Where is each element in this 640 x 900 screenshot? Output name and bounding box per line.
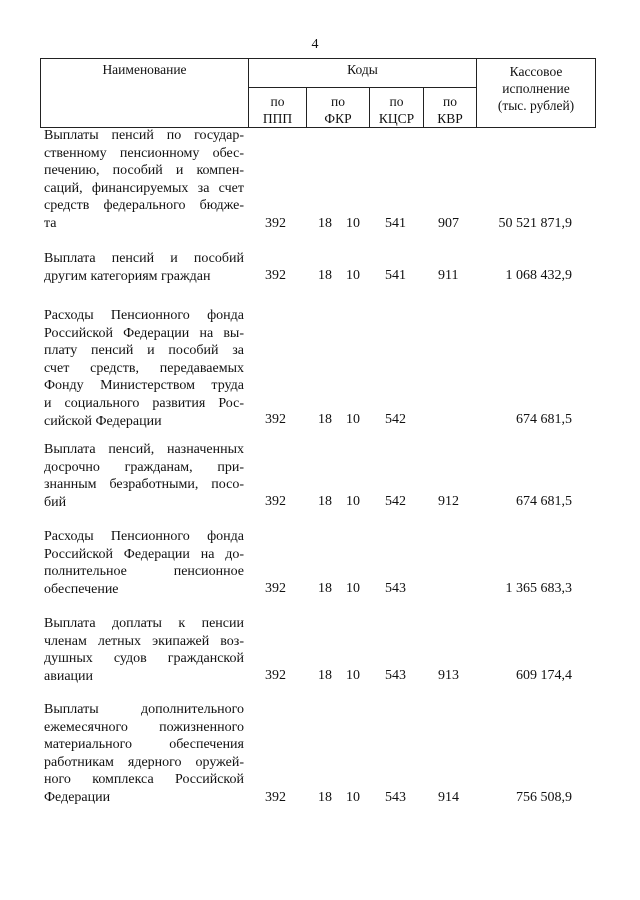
row-fkr-subsection: 10 (346, 268, 360, 283)
row-name-line: другим категориям граждан (44, 268, 211, 284)
row-name-line: Федерации (44, 789, 111, 805)
row-name-line: Российской Федерации на до- (44, 546, 244, 562)
row-name-line: душных судов гражданской (44, 651, 244, 667)
row-amount: 1 068 432,9 (505, 268, 572, 283)
row-fkr-subsection: 10 (346, 668, 360, 683)
row-name-line: досрочно гражданам, при- (44, 459, 244, 475)
row-name-line: Выплата доплаты к пенсии (44, 616, 244, 631)
row-fkr-section: 18 (318, 668, 332, 683)
row-name-line: Выплата пенсий и пособий (44, 251, 244, 266)
row-amount: 756 508,9 (516, 790, 572, 805)
header-kcsr-line2: КЦСР (378, 111, 415, 126)
row-name-line: Российской Федерации на вы- (44, 325, 244, 341)
header-right-border (595, 58, 596, 128)
row-kvr: 911 (438, 268, 459, 283)
row-kcsr: 543 (385, 581, 406, 596)
row-kcsr: 542 (385, 412, 406, 427)
row-name-line: Выплаты дополнительного (44, 702, 244, 717)
row-fkr-section: 18 (318, 412, 332, 427)
row-name-line: саций, финансируемых за счет (44, 180, 244, 196)
row-amount: 674 681,5 (516, 494, 572, 509)
row-kcsr: 542 (385, 494, 406, 509)
header-kcsr (370, 93, 423, 127)
page-number: 4 (311, 37, 319, 52)
row-kvr: 913 (438, 668, 459, 683)
row-name (44, 441, 244, 511)
row-name-line: ного комплекса Российской (44, 772, 244, 788)
row-ppp: 392 (265, 268, 286, 283)
row-fkr-section: 18 (318, 790, 332, 805)
row-name-line: полнительное пенсионное (44, 564, 244, 580)
row-name (44, 615, 244, 685)
header-ppp (249, 93, 306, 127)
row-fkr-subsection: 10 (346, 216, 360, 231)
row-name-line: та (44, 215, 57, 231)
header-amount-line3: (тыс. рублей) (497, 98, 575, 113)
row-amount: 50 521 871,9 (498, 216, 572, 231)
row-name-line: материального обеспечения (44, 737, 244, 753)
header-fkr (307, 93, 369, 127)
row-fkr-section: 18 (318, 216, 332, 231)
row-amount: 674 681,5 (516, 412, 572, 427)
row-kcsr: 543 (385, 790, 406, 805)
row-name-line: сийской Федерации (44, 413, 162, 429)
header-fkr-line1: по (331, 94, 345, 109)
row-name-line: Расходы Пенсионного фонда (44, 308, 244, 323)
row-ppp: 392 (265, 581, 286, 596)
header-amount-line1: Кассовое (509, 64, 563, 79)
header-amount-line2: исполнение (502, 81, 570, 96)
row-name (44, 307, 244, 430)
header-top-border (40, 58, 596, 59)
row-fkr-section: 18 (318, 494, 332, 509)
header-kvr-line1: по (443, 94, 457, 109)
row-name (44, 127, 244, 233)
row-kcsr: 541 (385, 216, 406, 231)
row-name-line: печению, пособий и компен- (44, 163, 244, 179)
row-ppp: 392 (265, 790, 286, 805)
row-name-line: Фонду Министерством труда (44, 378, 244, 394)
row-name-line: авиации (44, 668, 94, 684)
row-name (44, 250, 244, 285)
row-name-line: и социального развития Рос- (44, 395, 244, 411)
header-kvr-line2: КВР (437, 111, 463, 126)
header-kcsr-line1: по (389, 94, 404, 109)
row-name-line: обеспечение (44, 581, 119, 597)
row-name (44, 701, 244, 807)
row-kvr: 907 (438, 216, 459, 231)
row-name-line: Выплата пенсий, назначенных (44, 442, 244, 457)
row-name-line: знанным безработными, посо- (44, 477, 244, 493)
row-name-line: средств федерального бюдже- (44, 198, 244, 214)
row-fkr-subsection: 10 (346, 581, 360, 596)
row-ppp: 392 (265, 494, 286, 509)
header-ppp-line1: по (270, 94, 285, 109)
row-fkr-subsection: 10 (346, 494, 360, 509)
row-name-line: плату пенсий и пособий за (44, 343, 244, 359)
row-name-line: бий (44, 494, 67, 510)
row-fkr-subsection: 10 (346, 412, 360, 427)
header-codes-label: Коды (347, 62, 378, 77)
row-kcsr: 543 (385, 668, 406, 683)
row-kvr: 912 (438, 494, 459, 509)
row-fkr-section: 18 (318, 581, 332, 596)
row-name-line: Выплаты пенсий по государ- (44, 128, 244, 143)
row-amount: 1 365 683,3 (505, 581, 572, 596)
header-kvr (424, 93, 476, 127)
row-ppp: 392 (265, 216, 286, 231)
header-fkr-line2: ФКР (324, 111, 352, 126)
row-name-line: счет средств, передаваемых (44, 360, 244, 376)
row-kvr: 914 (438, 790, 459, 805)
header-ppp-line2: ППП (262, 111, 293, 126)
header-amount (477, 63, 595, 114)
row-amount: 609 174,4 (516, 668, 572, 683)
row-name-line: Расходы Пенсионного фонда (44, 529, 244, 544)
row-name-line: членам летных экипажей воз- (44, 633, 244, 649)
row-name-line: работникам ядерного оружей- (44, 754, 244, 770)
row-kcsr: 541 (385, 268, 406, 283)
row-name (44, 528, 244, 598)
row-name-line: ственному пенсионному обес- (44, 145, 244, 161)
row-fkr-subsection: 10 (346, 790, 360, 805)
row-fkr-section: 18 (318, 268, 332, 283)
row-ppp: 392 (265, 412, 286, 427)
header-name-label: Наименование (102, 62, 187, 77)
header-codes-underline (248, 87, 476, 88)
row-ppp: 392 (265, 668, 286, 683)
row-name-line: ежемесячного пожизненного (44, 719, 244, 735)
